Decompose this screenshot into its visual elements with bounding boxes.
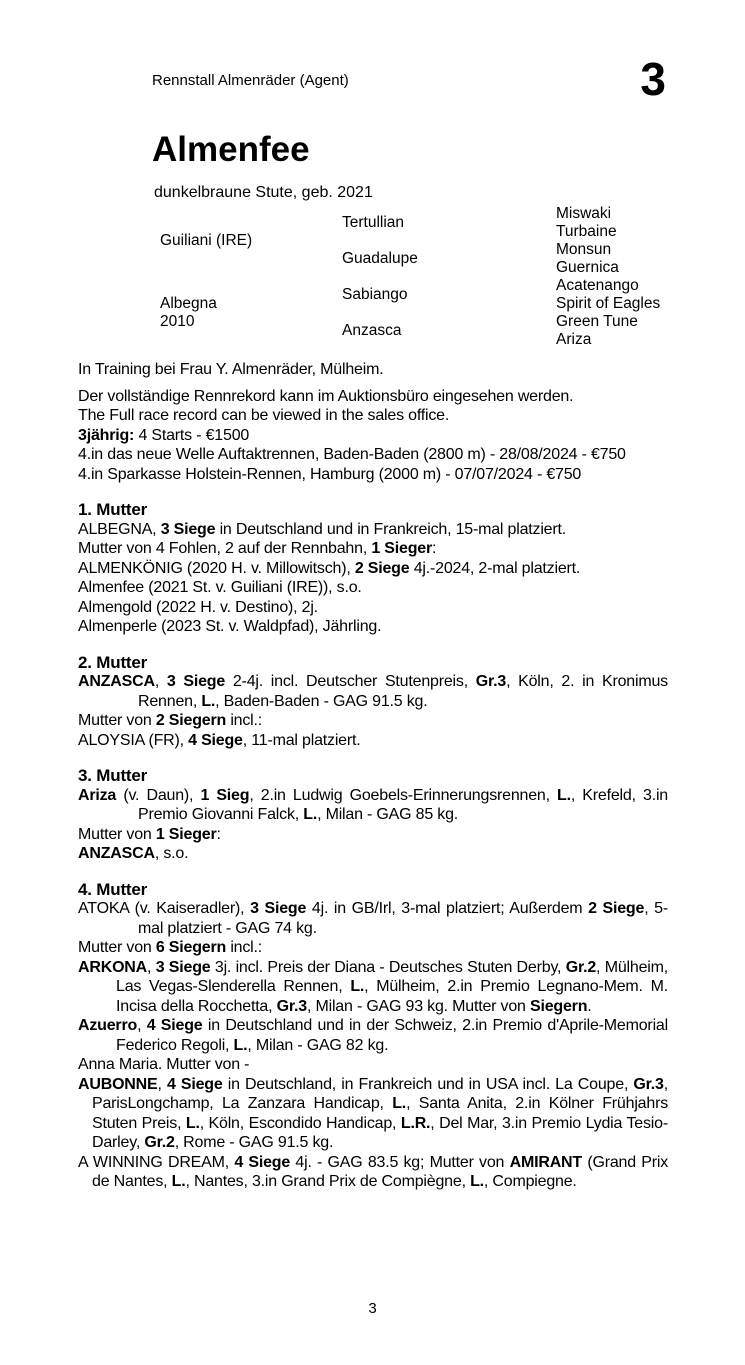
family-paragraph: Almengold (2022 H. v. Destino), 2j. (78, 598, 318, 616)
family-paragraph: Azuerro, 4 Siege in Deutschland und in der Schweiz, 2.in Premio d'Aprile-Memorial Federico Regoli, L., Milan - GAG 82 kg. (78, 1017, 668, 1054)
race-record-note-en: The Full race record can be viewed in the sales office. (78, 407, 450, 424)
family-paragraph: ANZASCA, s.o. (78, 845, 189, 862)
pedigree-ggp: Guernica (556, 259, 619, 276)
pedigree-ggp: Ariza (556, 331, 592, 348)
pedigree-dam (160, 277, 342, 349)
section-heading: 3. Mutter (78, 766, 148, 785)
family-paragraph: Almenfee (2021 St. v. Guiliani (IRE)), s.o. (78, 579, 362, 596)
section-1-mutter (78, 500, 668, 637)
section-heading: 2. Mutter (78, 652, 148, 672)
family-paragraph: ARKONA, 3 Siege 3j. incl. Preis der Diana - Deutsches Stuten Derby, Gr.2, Mülheim, Las Vegas-Slenderella Rennen, L., Mülheim, 2.in Premio Legnano-Mem. M. Incisa della Rocchetta, Gr.3, Milan - GAG 93 kg. Mutter von Siegern. (78, 958, 668, 1015)
horse-name: Almenfee (152, 130, 310, 169)
family-paragraph: Ariza (v. Daun), 1 Sieg, 2.in Ludwig Goebels-Erinnerungsrennen, L., Krefeld, 3.in Premio Giovanni Falck, L., Milan - GAG 85 kg. (78, 786, 669, 823)
page-number: 3 (368, 1300, 377, 1317)
pedigree-sire-dam: Guadalupe (342, 250, 418, 267)
family-paragraph: Mutter von 1 Sieger: (78, 825, 221, 843)
pedigree-dam-name: Albegna (160, 295, 217, 312)
pedigree-ggp: Green Tune (556, 313, 638, 330)
training-line: In Training bei Frau Y. Almenräder, Mülheim. (78, 361, 384, 378)
family-paragraph: A WINNING DREAM, 4 Siege 4j. - GAG 83.5 kg; Mutter von AMIRANT (Grand Prix de Nantes, L., Nantes, 3.in Grand Prix de Compiègne, L., Compiegne. (78, 1153, 669, 1190)
family-paragraph: ATOKA (v. Kaiseradler), 3 Siege 4j. in GB/Irl, 3-mal platziert; Außerdem 2 Siege, 5-mal platziert - GAG 74 kg. (78, 900, 668, 937)
section-2-mutter (78, 653, 668, 751)
catalog-body (78, 360, 668, 1192)
pedigree-dam-dam: Anzasca (342, 322, 402, 339)
race-record-result: 4.in Sparkasse Holstein-Rennen, Hamburg (2000 m) - 07/07/2024 - €750 (78, 465, 582, 483)
section-heading: 1. Mutter (78, 500, 148, 519)
family-paragraph: Anna Maria. Mutter von - (78, 1056, 250, 1073)
section-4-mutter (78, 880, 668, 1192)
pedigree-ggp: Turbaine (556, 223, 617, 240)
pedigree-dam-sire: Sabiango (342, 286, 408, 303)
pedigree-ggp: Spirit of Eagles (556, 295, 661, 312)
pedigree-table (160, 205, 668, 349)
family-paragraph: AUBONNE, 4 Siege in Deutschland, in Frankreich und in USA incl. La Coupe, Gr.3, ParisLongchamp, La Zanzara Handicap, L., Santa Anita, 2.in Kölner Frühjahrs Stuten Preis, L., Köln, Escondido Handicap, L.R., Del Mar, 3.in Premio Lydia Tesio-Darley, Gr.2, Rome - GAG 91.5 kg. (78, 1075, 668, 1151)
pedigree-ggp: Monsun (556, 241, 612, 258)
family-paragraph: Mutter von 2 Siegern incl.: (78, 712, 263, 729)
pedigree-sire-sire: Tertullian (342, 214, 405, 231)
horse-details: dunkelbraune Stute, geb. 2021 (154, 184, 373, 201)
race-record-result: 4.in das neue Welle Auftaktrennen, Baden-Baden (2800 m) - 28/08/2024 - €750 (78, 446, 626, 463)
pedigree-sire: Guiliani (IRE) (160, 232, 253, 249)
pedigree-ggp: Miswaki (556, 205, 612, 222)
consignor-name: Rennstall Almenräder (Agent) (152, 72, 349, 89)
section-3-mutter (78, 766, 668, 864)
race-record-note-de: Der vollständige Rennrekord kann im Auktionsbüro eingesehen werden. (78, 387, 574, 405)
lot-number: 3 (640, 53, 666, 105)
family-paragraph: Mutter von 4 Fohlen, 2 auf der Rennbahn, 1 Sieger: (78, 540, 437, 557)
section-heading: 4. Mutter (78, 879, 148, 899)
family-paragraph: ALMENKÖNIG (2020 H. v. Millowitsch), 2 Siege 4j.-2024, 2-mal platziert. (78, 559, 581, 577)
pedigree-dam-year: 2010 (160, 313, 195, 330)
race-record (78, 387, 668, 485)
family-paragraph: Almenperle (2023 St. v. Waldpfad), Jährling. (78, 618, 382, 635)
race-record-season: 3jährig: 4 Starts - €1500 (78, 426, 250, 444)
family-paragraph: ALOYSIA (FR), 4 Siege, 11-mal platziert. (78, 731, 361, 749)
family-paragraph: ALBEGNA, 3 Siege in Deutschland und in Frankreich, 15-mal platziert. (78, 520, 566, 538)
family-paragraph: ANZASCA, 3 Siege 2-4j. incl. Deutscher Stutenpreis, Gr.3, Köln, 2. in Kronimus Rennen, L., Baden-Baden - GAG 91.5 kg. (78, 673, 668, 710)
family-paragraph: Mutter von 6 Siegern incl.: (78, 939, 263, 956)
pedigree-ggp: Acatenango (556, 277, 639, 294)
